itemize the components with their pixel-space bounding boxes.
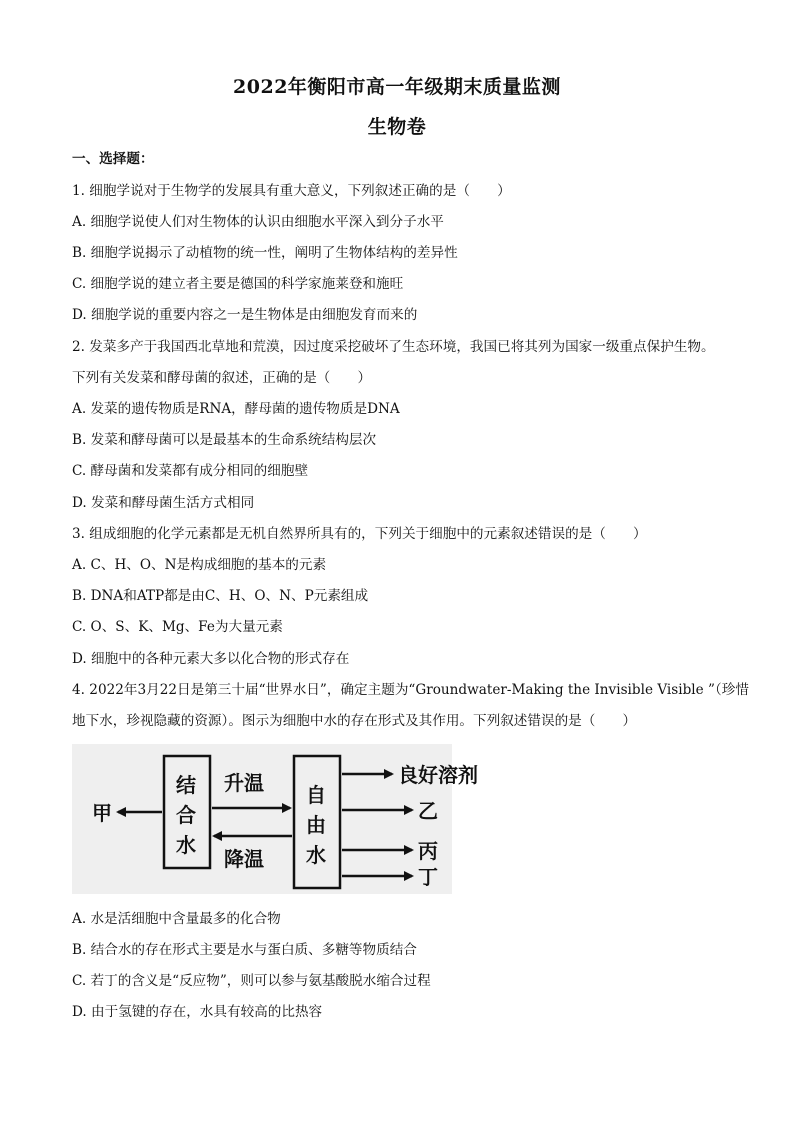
question-1-option-d: D. 细胞学说的重要内容之一是生物体是由细胞发育而来的 (72, 307, 418, 323)
bound-water-char-1: 结 (176, 773, 196, 797)
section-heading: 一、选择题： (72, 151, 154, 167)
bound-water-char-2: 合 (176, 803, 196, 827)
label-yi: 乙 (418, 799, 438, 823)
question-2-option-a: A. 发菜的遗传物质是RNA，酵母菌的遗传物质是DNA (72, 401, 400, 417)
question-2-option-c: C. 酵母菌和发菜都有成分相同的细胞壁 (72, 463, 309, 479)
question-2-option-d: D. 发菜和酵母菌生活方式相同 (72, 495, 255, 511)
bound-water-char-3: 水 (176, 833, 196, 857)
question-4-option-c: C. 若丁的含义是“反应物”，则可以参与氨基酸脱水缩合过程 (72, 973, 431, 989)
label-ding: 丁 (418, 865, 438, 889)
free-water-char-3: 水 (306, 843, 326, 867)
question-2-option-b: B. 发菜和酵母菌可以是最基本的生命系统结构层次 (72, 432, 377, 448)
water-forms-diagram (72, 744, 478, 894)
heat-up-label: 升温 (224, 771, 264, 795)
question-4-option-d: D. 由于氢键的存在，水具有较高的比热容 (72, 1004, 323, 1020)
question-3-option-b: B. DNA和ATP都是由C、H、O、N、P元素组成 (72, 588, 369, 604)
label-good-solvent: 良好溶剂 (398, 763, 478, 787)
page-title: 2022年衡阳市高一年级期末质量监测 (233, 76, 561, 98)
question-4-stem-line-2: 地下水，珍视隐藏的资源）。图示为细胞中水的存在形式及其作用。下列叙述错误的是（ ） (72, 713, 637, 729)
question-3-option-d: D. 细胞中的各种元素大多以化合物的形式存在 (72, 651, 350, 667)
question-4-option-a: A. 水是活细胞中含量最多的化合物 (72, 911, 281, 927)
question-3-option-c: C. O、S、K、Mg、Fe为大量元素 (72, 619, 283, 635)
question-1-option-a: A. 细胞学说使人们对生物体的认识由细胞水平深入到分子水平 (72, 214, 444, 230)
free-water-char-1: 自 (306, 783, 326, 807)
question-3-stem: 3. 组成细胞的化学元素都是无机自然界所具有的，下列关于细胞中的元素叙述错误的是（ ） (72, 526, 647, 542)
question-4-stem-line-1: 4. 2022年3月22日是第三十届“世界水日”，确定主题为“Groundwater-Making the Invisible Visible ”（珍惜 (72, 682, 749, 698)
question-4-option-b: B. 结合水的存在形式主要是水与蛋白质、多糖等物质结合 (72, 942, 417, 958)
question-2-stem-line-2: 下列有关发菜和酵母菌的叙述，正确的是（ ） (72, 370, 372, 386)
page-subtitle: 生物卷 (367, 116, 427, 138)
water-diagram-svg (72, 744, 478, 894)
question-3-option-a: A. C、H、O、N是构成细胞的基本的元素 (72, 557, 327, 573)
question-2-stem-line-1: 2. 发菜多产于我国西北草地和荒漠，因过度采挖破坏了生态环境，我国已将其列为国家一级重点保护生物。 (72, 339, 715, 355)
question-1-stem: 1. 细胞学说对于生物学的发展具有重大意义，下列叙述正确的是（ ） (72, 183, 511, 199)
cool-down-label: 降温 (224, 847, 264, 871)
label-jia: 甲 (92, 801, 112, 825)
free-water-char-2: 由 (306, 813, 326, 837)
question-1-option-b: B. 细胞学说揭示了动植物的统一性，阐明了生物体结构的差异性 (72, 245, 458, 261)
question-1-option-c: C. 细胞学说的建立者主要是德国的科学家施莱登和施旺 (72, 276, 404, 292)
label-bing: 丙 (418, 839, 438, 863)
